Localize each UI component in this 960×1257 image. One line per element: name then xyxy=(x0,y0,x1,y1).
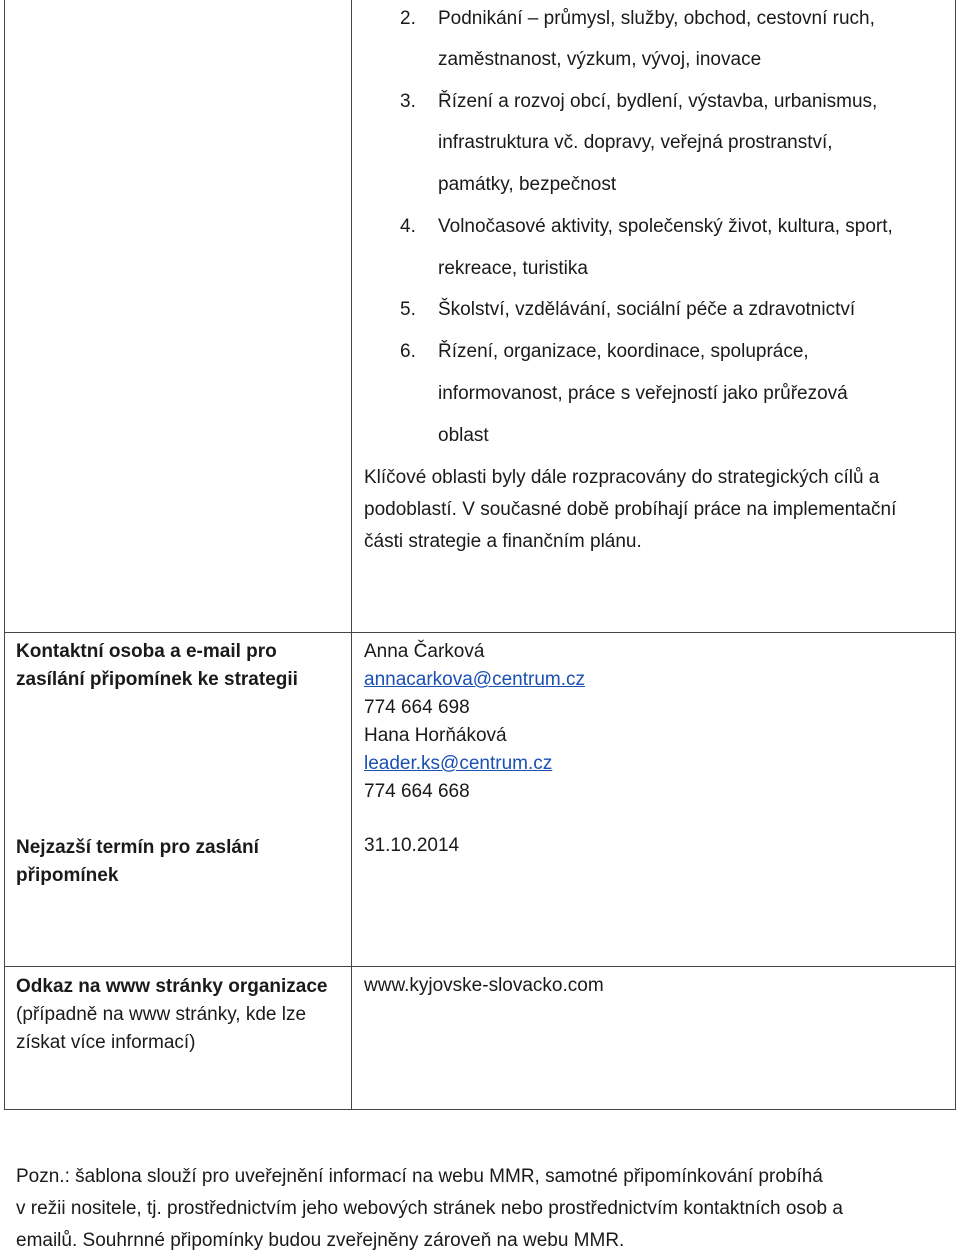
list-item-line: Volnočasové aktivity, společenský život, kultura, sport, xyxy=(438,216,893,237)
note-line: v režii nositele, tj. prostřednictvím jeho webových stránek nebo prostřednictvím kontaktních osob a xyxy=(16,1198,843,1219)
list-number: 6. xyxy=(400,341,416,362)
strategy-paragraph xyxy=(364,462,954,558)
table-row-divider-2 xyxy=(4,966,956,967)
list-number: 5. xyxy=(400,299,416,320)
website-label-line: získat více informací) xyxy=(16,1032,196,1053)
note xyxy=(16,1161,843,1257)
contact-name: Hana Horňáková xyxy=(364,725,507,746)
list-item-line: Řízení, organizace, koordinace, spolupráce, xyxy=(438,341,809,362)
paragraph-line: části strategie a finančním plánu. xyxy=(364,531,642,552)
contact-email-link[interactable]: annacarkova@centrum.cz xyxy=(364,669,585,690)
paragraph-line: Klíčové oblasti byly dále rozpracovány do strategických cílů a xyxy=(364,467,880,488)
list-item-line: Školství, vzdělávání, sociální péče a zdravotnictví xyxy=(438,299,856,320)
paragraph-line: podoblastí. V současné době probíhají práce na implementační xyxy=(364,499,897,520)
website-label-line: (případně na www stránky, kde lze xyxy=(16,1004,307,1025)
list-item-line: zaměstnanost, výzkum, vývoj, inovace xyxy=(438,49,762,70)
table-border-middle xyxy=(351,0,352,1110)
list-item-line: informovanost, práce s veřejností jako průřezová xyxy=(438,383,848,404)
website-label xyxy=(16,973,328,1057)
deadline-label-line: Nejzazší termín pro zaslání xyxy=(16,837,259,858)
contact-details xyxy=(364,638,585,806)
deadline-label-line: připomínek xyxy=(16,865,119,886)
contact-label xyxy=(16,638,298,694)
contact-label-line: zasílání připomínek ke strategii xyxy=(16,669,298,690)
deadline-label xyxy=(16,834,259,890)
contact-label-line: Kontaktní osoba a e-mail pro xyxy=(16,641,277,662)
list-item-line: Podnikání – průmysl, služby, obchod, cestovní ruch, xyxy=(438,8,875,29)
list-item-line: oblast xyxy=(438,425,489,446)
website-label-bold: Odkaz na www stránky organizace xyxy=(16,976,328,997)
table-border-bottom xyxy=(4,1109,956,1110)
contact-name: Anna Čarková xyxy=(364,641,485,662)
website-value: www.kyjovske-slovacko.com xyxy=(364,975,604,996)
list-item-line: památky, bezpečnost xyxy=(438,174,617,195)
list-item-line: Řízení a rozvoj obcí, bydlení, výstavba, urbanismus, xyxy=(438,91,878,112)
contact-phone: 774 664 698 xyxy=(364,697,470,718)
table-border-right xyxy=(955,0,956,1110)
list-number: 3. xyxy=(400,91,416,112)
deadline-value: 31.10.2014 xyxy=(364,835,460,856)
contact-phone: 774 664 668 xyxy=(364,781,470,802)
table-border-left xyxy=(4,0,5,1110)
list-item-line: rekreace, turistika xyxy=(438,258,588,279)
table-row-divider-1 xyxy=(4,632,956,633)
list-number: 2. xyxy=(400,8,416,29)
note-line: Pozn.: šablona slouží pro uveřejnění informací na webu MMR, samotné připomínkování probíhá xyxy=(16,1166,823,1187)
contact-email-link[interactable]: leader.ks@centrum.cz xyxy=(364,753,553,774)
list-item-line: infrastruktura vč. dopravy, veřejná prostranství, xyxy=(438,132,833,153)
note-line: emailů. Souhrnné připomínky budou zveřejněny zároveň na webu MMR. xyxy=(16,1230,625,1251)
list-number: 4. xyxy=(400,216,416,237)
